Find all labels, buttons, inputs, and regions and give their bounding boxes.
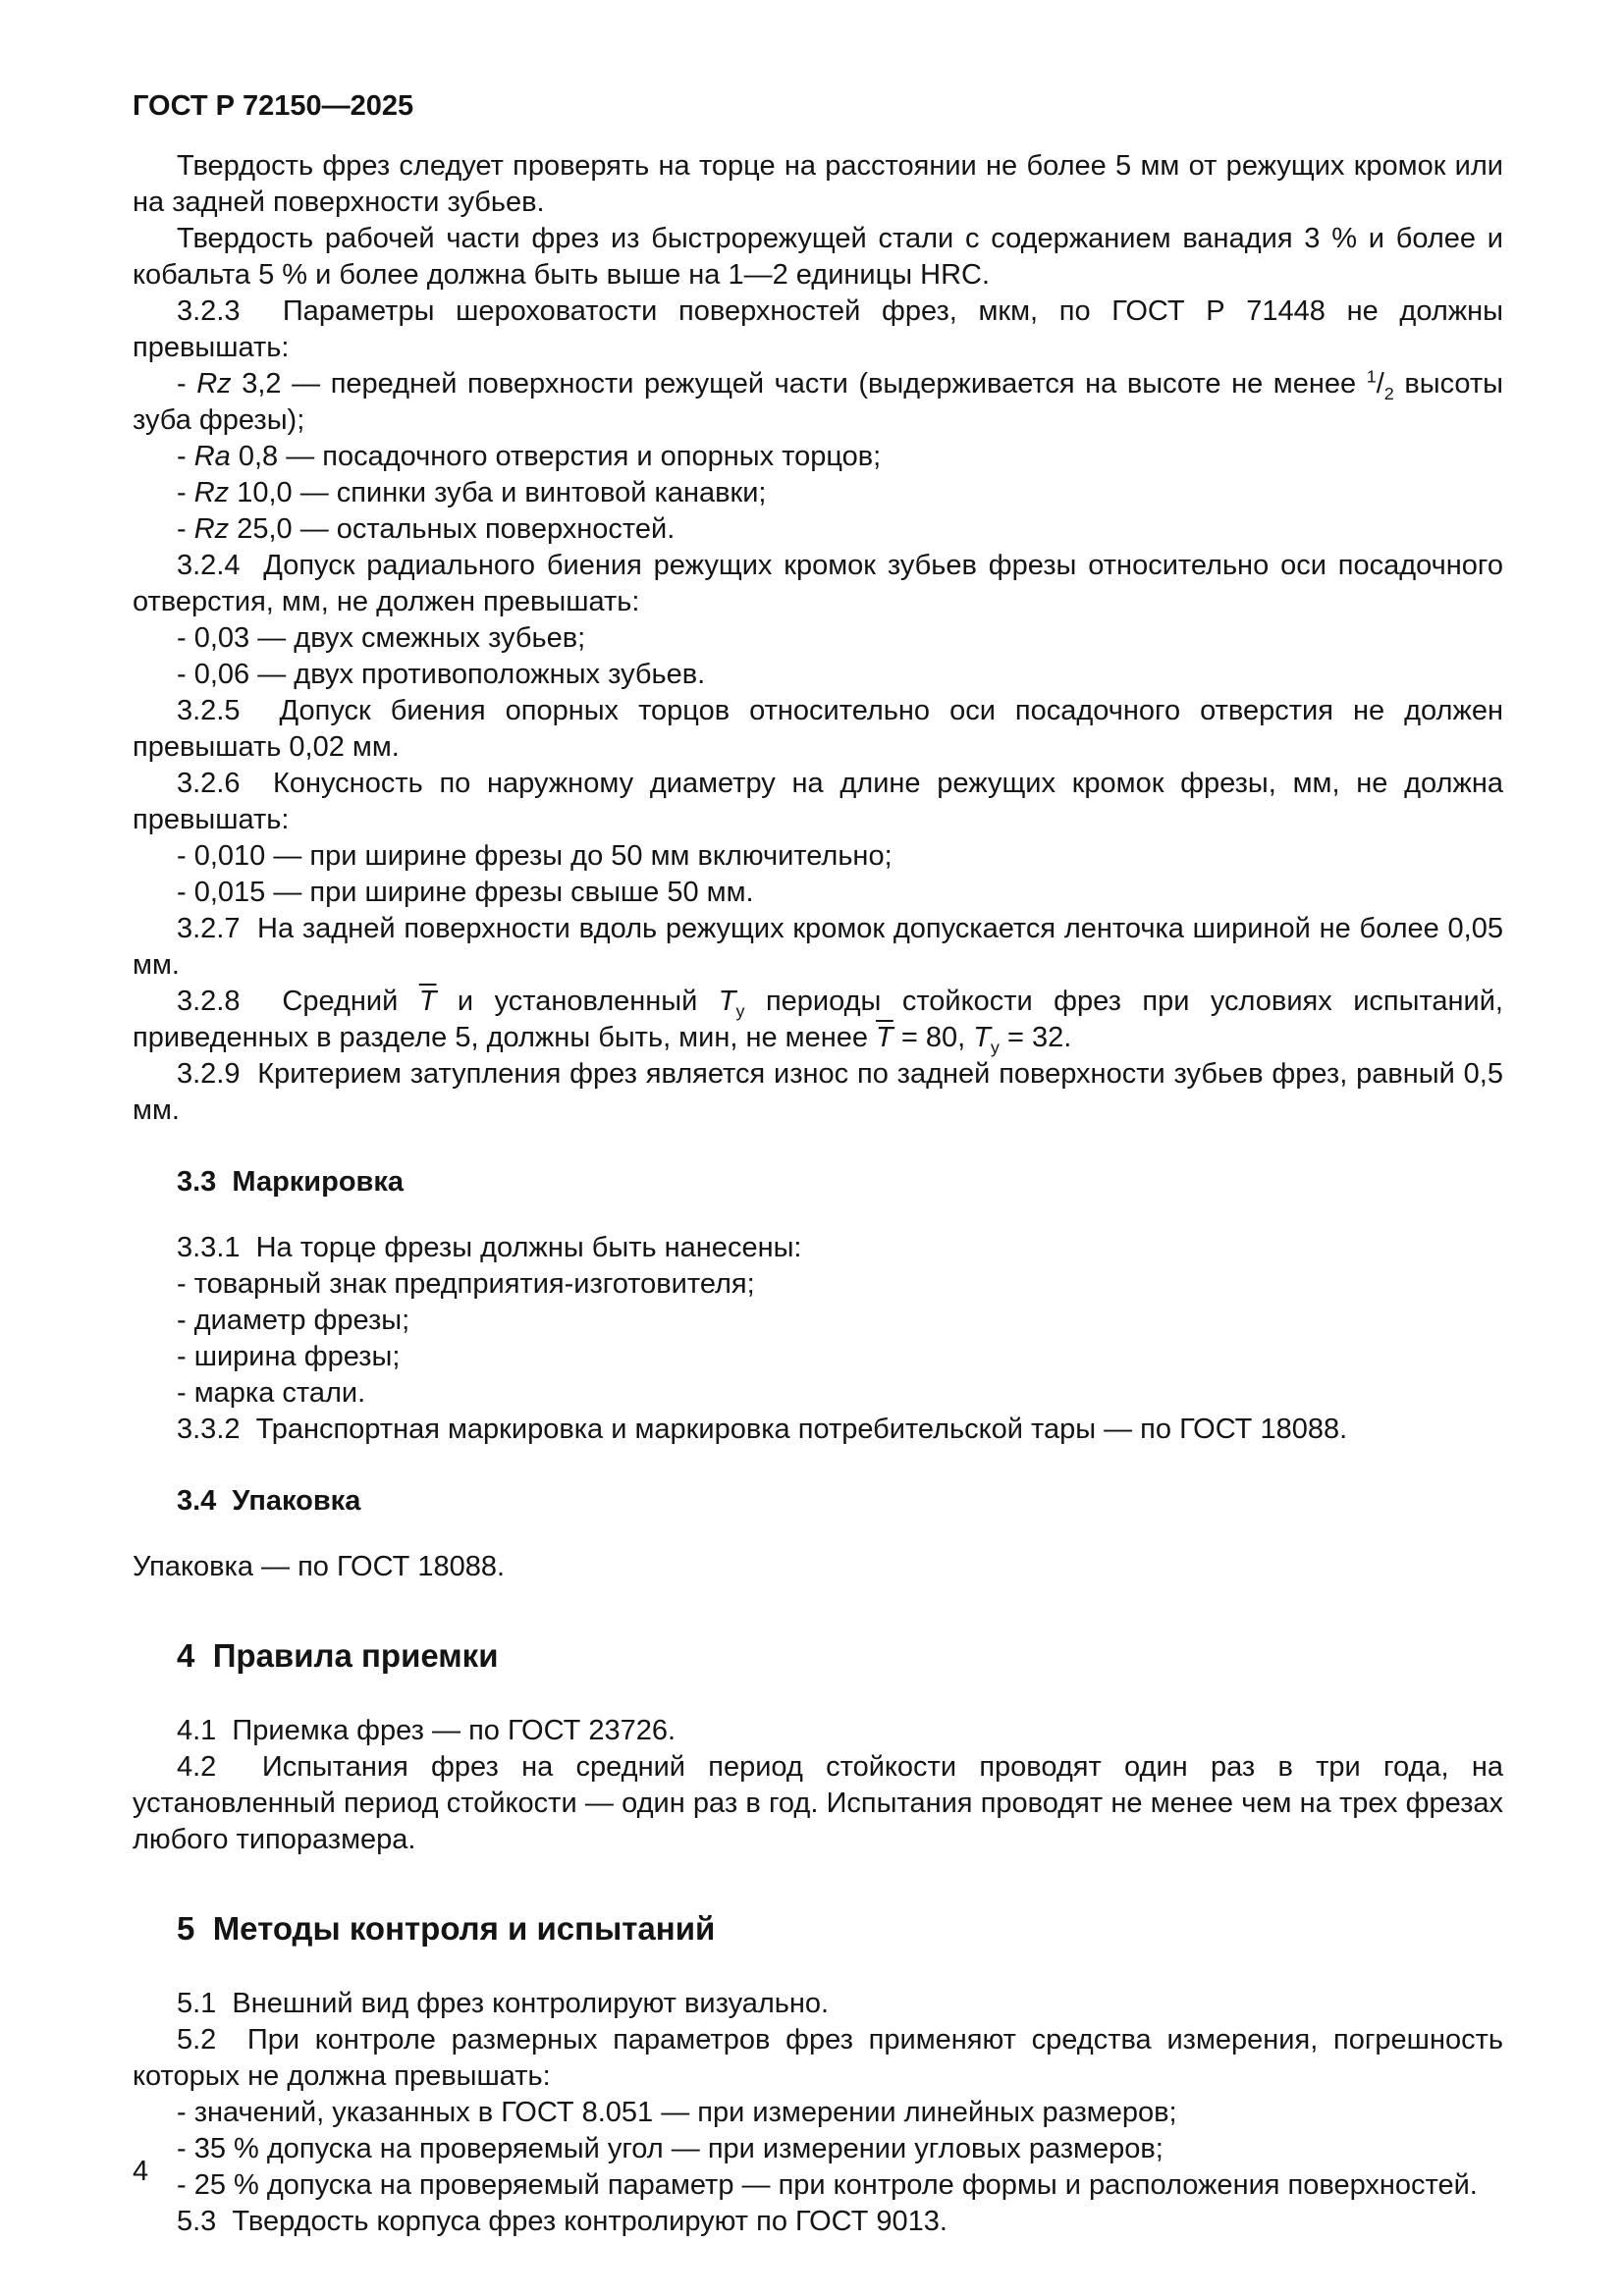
list-item: - 35 % допуска на проверяемый угол — при измерении угловых размеров; [177,2133,1164,2164]
text-run-iovl: $\overline{T}$ [418,986,437,1017]
list-item [133,366,1503,439]
text-run-i: Ra [193,441,231,472]
list-item [133,439,1503,475]
clause-paragraph: 4.1 Приемка фрез — по ГОСТ 23726. [177,1715,677,1746]
list-item: - ширина фрезы; [177,1341,401,1372]
document-code: ГОСТ Р 72150—2025 [133,90,414,122]
list-item: - марка стали. [177,1377,366,1409]
list-item [133,475,1503,511]
clause-paragraph: Твердость рабочей части фрез из быстрорежущей стали с содержанием ванадия 3 % и более и кобальта 5 % и более должна быть выше на 1—2 единицы HRC. [133,223,1503,291]
list-item: - диаметр фрезы; [177,1305,410,1336]
clause-paragraph: 3.2.7 На задней поверхности вдоль режущих кромок допускается ленточка шириной не более 0,05 мм. [133,913,1503,981]
subsection-heading-markirovka: 3.3 Маркировка [177,1166,405,1198]
text-run: = 32. [999,1022,1072,1053]
text-run-sub: у [735,1000,745,1021]
text-run: / [1376,368,1384,400]
document-content [133,90,1503,2240]
text-run-iovl: $\overline{T}$ [876,1022,893,1053]
text-run: 25,0 — остальных поверхностей. [229,513,676,545]
subsection-heading-upakovka: 3.4 Упаковка [177,1485,361,1517]
clause-paragraph: 3.3.1 На торце фрезы должны быть нанесены: [177,1232,802,1263]
text-run: 3.2.8 Средний [177,986,419,1017]
clause-paragraph: 3.2.4 Допуск радиального биения режущих кромок зубьев фрезы относительно оси посадочного отверстия, мм, не должен превышать: [133,550,1503,617]
clause-paragraph [133,984,1503,1056]
clause-paragraph: 4.2 Испытания фрез на средний период стойкости проводят один раз в три года, на установленный период стойкости — один раз в год. Испытания проводят не менее чем на трех фрезах любого типоразмера. [133,1751,1503,1855]
section-heading-pravila-priemki: 4 Правила приемки [177,1637,499,1674]
text-run-i: Rz [196,368,232,400]
clause-paragraph: 5.2 При контроле размерных параметров фрез применяют средства измерения, погрешность которых не должна превышать: [133,2024,1503,2092]
text-run-i: T [973,1022,991,1053]
page-number: 4 [133,2156,149,2187]
text-run-sup: 1 [1366,366,1377,387]
clause-paragraph: 3.2.6 Конусность по наружному диаметру на длине режущих кромок фрезы, мм, не должна превышать: [133,768,1503,835]
text-run: - [177,441,194,472]
text-run-sub: у [990,1037,1000,1057]
text-run: = 80, [893,1022,974,1053]
text-run: высоты зуба фрезы); [133,368,1504,436]
text-run: 0,8 — посадочного отверстия и опорных торцов; [230,441,882,472]
clause-paragraph: 3.2.5 Допуск биения опорных торцов относительно оси посадочного отверстия не должен превышать 0,02 мм. [133,695,1503,763]
list-item [133,511,1503,548]
text-run: периоды стойкости фрез при условиях испытаний, приведенных в разделе 5, должны быть, мин, не менее [133,986,1503,1053]
list-item: - 0,015 — при ширине фрезы свыше 50 мм. [177,877,754,908]
text-run: - [177,477,194,508]
clause-paragraph: 3.2.3 Параметры шероховатости поверхностей фрез, мкм, по ГОСТ Р 71448 не должны превышать: [133,295,1503,363]
text-run: и установленный [436,986,719,1017]
clause-paragraph: Упаковка — по ГОСТ 18088. [133,1551,506,1582]
text-run-sub: 2 [1383,383,1394,403]
text-run-i: Rz [193,513,230,545]
text-run-i: Rz [193,477,230,508]
text-run: 3,2 — передней поверхности режущей части (выдерживается на высоте не менее [231,368,1367,400]
clause-paragraph: 5.1 Внешний вид фрез контролируют визуально. [177,1988,830,2019]
list-item: - 0,06 — двух противоположных зубьев. [177,659,706,690]
text-run: 10,0 — спинки зуба и винтовой канавки; [229,477,767,508]
list-item: - 0,03 — двух смежных зубьев; [177,622,586,654]
clause-paragraph: Твердость фрез следует проверять на торце на расстоянии не более 5 мм от режущих кромок или на задней поверхности зубьев. [133,150,1503,218]
text-run-i: T [718,986,736,1017]
text-run: - [177,368,197,400]
clause-paragraph: 3.3.2 Транспортная маркировка и маркировка потребительской тары — по ГОСТ 18088. [177,1414,1348,1445]
list-item: - 0,010 — при ширине фрезы до 50 мм включительно; [177,840,893,872]
section-heading-metody-kontrolya: 5 Методы контроля и испытаний [177,1910,716,1947]
list-item: - 25 % допуска на проверяемый параметр — при контроле формы и расположения поверхностей. [177,2169,1478,2201]
clause-paragraph: 5.3 Твердость корпуса фрез контролируют по ГОСТ 9013. [177,2206,947,2237]
list-item: - товарный знак предприятия-изготовителя; [177,1268,755,1300]
list-item: - значений, указанных в ГОСТ 8.051 — при измерении линейных размеров; [177,2097,1177,2128]
text-run: - [177,513,194,545]
clause-paragraph: 3.2.9 Критерием затупления фрез является износ по задней поверхности зубьев фрез, равный 0,5 мм. [133,1058,1503,1126]
